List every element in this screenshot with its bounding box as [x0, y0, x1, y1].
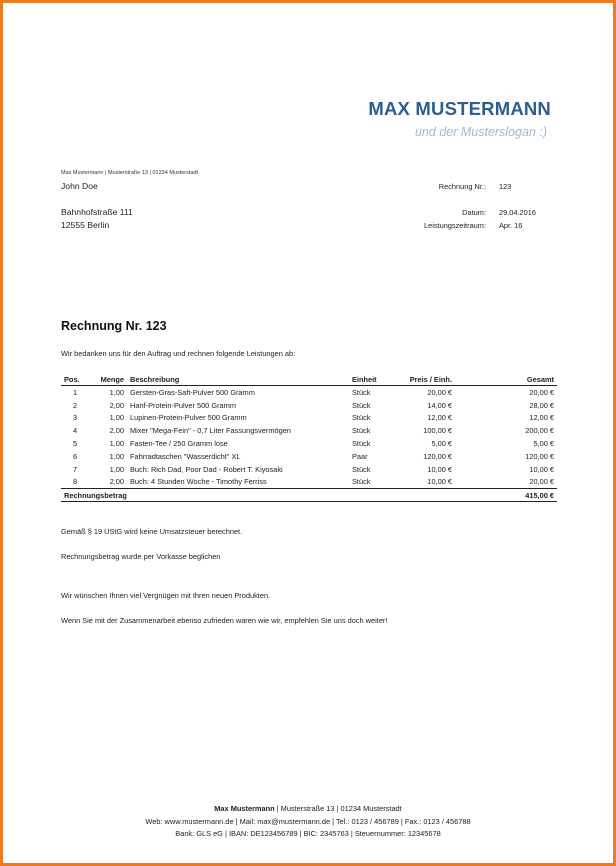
row-unit: Stück — [352, 387, 371, 397]
brand-name: MAX MUSTERMANN — [368, 98, 551, 119]
row-pos: 4 — [72, 426, 78, 436]
line-items-table — [61, 373, 557, 502]
invoice-total-label: Rechnungsbetrag — [61, 489, 455, 502]
row-qty: 1,00 — [109, 451, 124, 461]
row-description: Buch: Rich Dad, Poor Dad - Robert T. Kiyosaki — [130, 464, 283, 474]
row-total: 10,00 € — [529, 464, 554, 474]
row-qty: 2,00 — [109, 426, 124, 436]
table-row — [61, 399, 557, 412]
row-unit-price: 100,00 € — [423, 426, 452, 436]
invoice-title: Rechnung Nr. 123 — [61, 319, 167, 333]
row-total: 20,00 € — [529, 477, 554, 487]
row-pos: 8 — [72, 477, 78, 487]
header-qty: Menge — [89, 373, 127, 386]
brand-slogan: und der Musterslogan :) — [414, 125, 547, 139]
row-description: Fahrradtaschen "Wasserdicht" XL — [130, 451, 241, 461]
row-qty: 2,00 — [109, 477, 124, 487]
table-header-row — [61, 373, 557, 386]
row-unit-price: 120,00 € — [423, 451, 452, 461]
row-total: 5,00 € — [533, 439, 554, 449]
row-unit: Paar — [352, 451, 368, 461]
table-row — [61, 450, 557, 463]
closing-wish: Wir wünschen Ihnen viel Vergnügen mit Ihren neuen Produkten. — [61, 591, 271, 600]
date-value: 29.04.2016 — [499, 208, 536, 217]
table-row — [61, 412, 557, 425]
footer-address: | Musterstraße 13 | 01234 Musterstadt — [274, 804, 402, 813]
row-unit-price: 10,00 € — [427, 477, 452, 487]
row-unit-price: 5,00 € — [431, 439, 452, 449]
row-unit: Stück — [352, 464, 371, 474]
sender-return-line: Max Mustermann | Musterstraße 13 | 01234 Musterstadt — [61, 170, 199, 176]
row-pos: 5 — [72, 439, 78, 449]
row-unit: Stück — [352, 439, 371, 449]
row-pos: 7 — [72, 464, 78, 474]
footer-company-name: Max Mustermann — [214, 804, 275, 813]
recipient-name: John Doe — [61, 181, 98, 191]
row-unit-price: 10,00 € — [427, 464, 452, 474]
tax-note: Gemäß § 19 UStG wird keine Umsatzsteuer berechnet. — [61, 527, 243, 536]
service-period-label: Leistungszeitraum: — [423, 221, 486, 230]
row-qty: 1,00 — [109, 464, 124, 474]
row-description: Fasten-Tee / 250 Gramm lose — [130, 439, 228, 449]
row-qty: 1,00 — [109, 439, 124, 449]
footer-line-1 — [3, 804, 613, 813]
row-unit: Stück — [352, 400, 371, 410]
row-description: Mixer "Mega-Fein" - 0,7 Liter Fassungsvermögen — [130, 426, 291, 436]
row-description: Gersten-Gras-Saft-Pulver 500 Gramm — [130, 387, 255, 397]
row-qty: 2,00 — [109, 400, 124, 410]
payment-note: Rechnungsbetrag wurde per Vorkasse beglichen — [61, 552, 221, 561]
table-row — [61, 476, 557, 489]
recipient-city: 12555 Berlin — [61, 220, 110, 230]
table-row — [61, 437, 557, 450]
row-total: 28,00 € — [529, 400, 554, 410]
row-description: Buch: 4 Stunden Woche - Timothy Ferriss — [130, 477, 267, 487]
header-description: Beschreibung — [127, 373, 349, 386]
footer-line-2: Web: www.mustermann.de | Mail: max@mustermann.de | Tel.: 0123 / 456789 | Fax.: 0123 / 456788 — [145, 817, 471, 826]
row-description: Lupinen-Protein-Pulver 500 Gramm — [130, 413, 247, 423]
row-total: 120,00 € — [525, 451, 554, 461]
row-pos: 6 — [72, 451, 78, 461]
row-total: 12,00 € — [529, 413, 554, 423]
footer-line-3: Bank: GLS eG | IBAN: DE123456789 | BIC: 2345763 | Steuernummer: 12345678 — [175, 829, 441, 838]
row-total: 200,00 € — [525, 426, 554, 436]
table-row — [61, 424, 557, 437]
row-pos: 2 — [72, 400, 78, 410]
row-description: Hanf-Protein-Pulver 500 Gramm — [130, 400, 236, 410]
date-label: Datum: — [462, 208, 486, 217]
row-unit-price: 20,00 € — [427, 387, 452, 397]
header-unit: Einheit — [349, 373, 393, 386]
row-unit: Stück — [352, 477, 371, 487]
header-pos: Pos. — [61, 373, 89, 386]
recommendation-note: Wenn Sie mit der Zusammenarbeit ebenso zufrieden waren wie wir, empfehlen Sie uns doch weiter! — [61, 616, 388, 625]
row-unit: Stück — [352, 413, 371, 423]
invoice-total-row — [61, 489, 557, 502]
service-period-value: Apr. 16 — [499, 221, 523, 230]
row-qty: 1,00 — [109, 387, 124, 397]
intro-text: Wir bedanken uns für den Auftrag und rechnen folgende Leistungen ab: — [61, 349, 296, 358]
invoice-number-value: 123 — [499, 182, 512, 191]
table-row — [61, 386, 557, 399]
row-pos: 1 — [72, 387, 78, 397]
header-total: Gesamt — [455, 373, 557, 386]
invoice-number-label: Rechnung Nr.: — [438, 182, 486, 191]
table-row — [61, 463, 557, 476]
row-unit-price: 12,00 € — [427, 413, 452, 423]
recipient-street: Bahnhofstraße 111 — [61, 207, 133, 217]
row-qty: 1,00 — [109, 413, 124, 423]
invoice-total-value: 415,00 € — [455, 489, 557, 502]
header-unit-price: Preis / Einh. — [393, 373, 455, 386]
row-pos: 3 — [72, 413, 78, 423]
row-unit-price: 14,00 € — [427, 400, 452, 410]
row-unit: Stück — [352, 426, 371, 436]
row-total: 20,00 € — [529, 387, 554, 397]
